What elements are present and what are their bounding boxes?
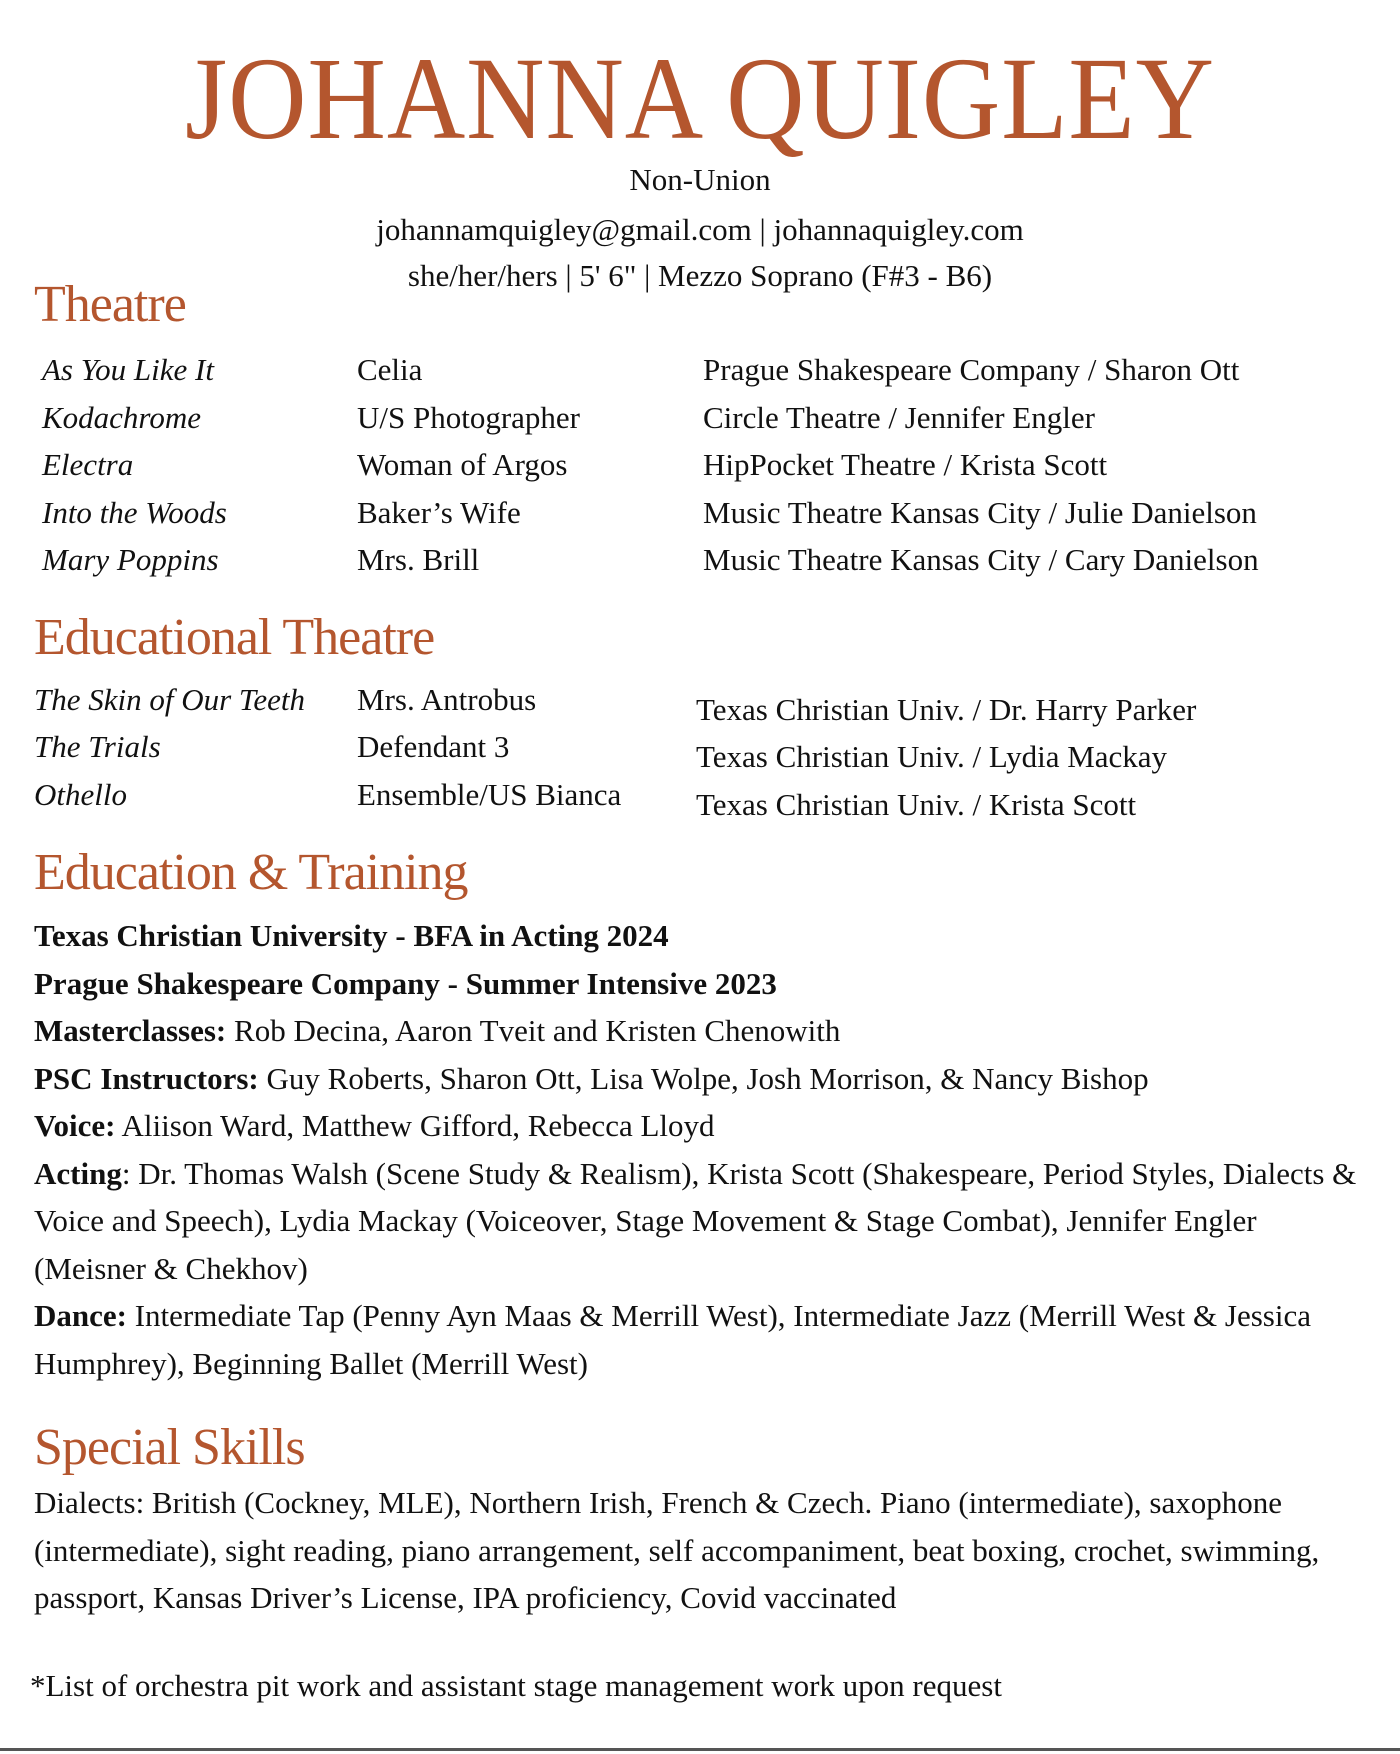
show-title: As You Like It [42, 352, 214, 387]
union-status: Non-Union [629, 162, 771, 197]
education-block [34, 912, 1374, 1387]
dance-line [34, 1292, 1374, 1387]
role: Woman of Argos [357, 447, 568, 482]
company-director: Texas Christian Univ. / Krista Scott [696, 787, 1137, 822]
theatre-heading: Theatre [34, 276, 186, 333]
psc-label: PSC Instructors: [34, 1060, 259, 1096]
special-skills-heading: Special Skills [34, 1419, 305, 1476]
company-director: Music Theatre Kansas City / Cary Danielson [703, 542, 1259, 577]
role: Baker’s Wife [357, 495, 521, 530]
intensive-line: Prague Shakespeare Company - Summer Intensive 2023 [34, 965, 777, 1001]
show-title: The Trials [34, 729, 161, 764]
theatre-credit-row [0, 495, 1400, 539]
show-title: Into the Woods [42, 495, 227, 530]
masterclasses-label: Masterclasses: [34, 1013, 227, 1048]
acting-label: Acting [34, 1155, 122, 1191]
special-skills-text: Dialects: British (Cockney, MLE), Northern Irish, French & Czech. Piano (intermediate), saxophone (intermediate), sight reading, piano arrangement, self accompaniment, beat boxing, crochet, swimming, passport, Kansas Driver’s License, IPA proficiency, Covid vaccinated [34, 1485, 1320, 1615]
educational-credit-row [0, 729, 1400, 773]
educational-credit-row [0, 682, 1400, 726]
show-title: Electra [42, 447, 134, 482]
role: U/S Photographer [357, 400, 581, 435]
role: Mrs. Brill [357, 542, 480, 577]
dance-text: Intermediate Tap (Penny Ayn Maas & Merrill West), Intermediate Jazz (Merrill West & Jessica Humphrey), Beginning Ballet (Merrill West) [34, 1298, 1311, 1381]
bottom-divider [0, 1748, 1400, 1751]
show-title: The Skin of Our Teeth [34, 682, 305, 717]
voice-label: Voice: [34, 1108, 116, 1143]
role: Mrs. Antrobus [357, 682, 537, 717]
company-director: HipPocket Theatre / Krista Scott [703, 447, 1108, 482]
theatre-credit-row [0, 352, 1400, 396]
theatre-credit-row [0, 447, 1400, 491]
footnote: *List of orchestra pit work and assistant stage management work upon request [30, 1668, 1002, 1703]
voice-text: Aliison Ward, Matthew Gifford, Rebecca Lloyd [115, 1108, 715, 1143]
educational-theatre-heading: Educational Theatre [34, 609, 435, 666]
acting-line [34, 1150, 1374, 1293]
company-director: Circle Theatre / Jennifer Engler [703, 400, 1095, 435]
psc-instructors-line [34, 1055, 1374, 1103]
company-director: Music Theatre Kansas City / Julie Danielson [703, 495, 1257, 530]
company-director: Texas Christian Univ. / Lydia Mackay [696, 739, 1168, 774]
theatre-credit-row [0, 542, 1400, 586]
company-director: Prague Shakespeare Company / Sharon Ott [703, 352, 1240, 387]
theatre-credit-row [0, 400, 1400, 444]
degree-line: Texas Christian University - BFA in Acting 2024 [34, 918, 669, 953]
details-line: she/her/hers | 5' 6" | Mezzo Soprano (F#3 - B6) [407, 258, 993, 293]
masterclasses-text: Rob Decina, Aaron Tveit and Kristen Chenowith [226, 1013, 841, 1048]
contact-line: johannamquigley@gmail.com | johannaquigley.com [376, 212, 1024, 247]
show-title: Othello [34, 777, 127, 812]
education-heading: Education & Training [34, 844, 468, 901]
role: Celia [357, 352, 423, 387]
acting-text: : Dr. Thomas Walsh (Scene Study & Realism), Krista Scott (Shakespeare, Period Styles, Dialects & Voice and Speech), Lydia Mackay (Voiceover, Stage Movement & Stage Combat), Jennifer Engler (Meisner & Chekhov) [34, 1155, 1357, 1286]
masterclasses-line [34, 1007, 1374, 1055]
psc-text: Guy Roberts, Sharon Ott, Lisa Wolpe, Josh Morrison, & Nancy Bishop [258, 1060, 1149, 1096]
role: Defendant 3 [357, 729, 510, 764]
show-title: Mary Poppins [42, 542, 219, 577]
voice-line [34, 1102, 1374, 1150]
educational-credit-row [0, 777, 1400, 821]
company-director: Texas Christian Univ. / Dr. Harry Parker [696, 692, 1197, 727]
role: Ensemble/US Bianca [357, 777, 622, 812]
resume-name: JOHANNA QUIGLEY [185, 33, 1215, 164]
dance-label: Dance: [34, 1298, 127, 1333]
show-title: Kodachrome [42, 400, 201, 435]
